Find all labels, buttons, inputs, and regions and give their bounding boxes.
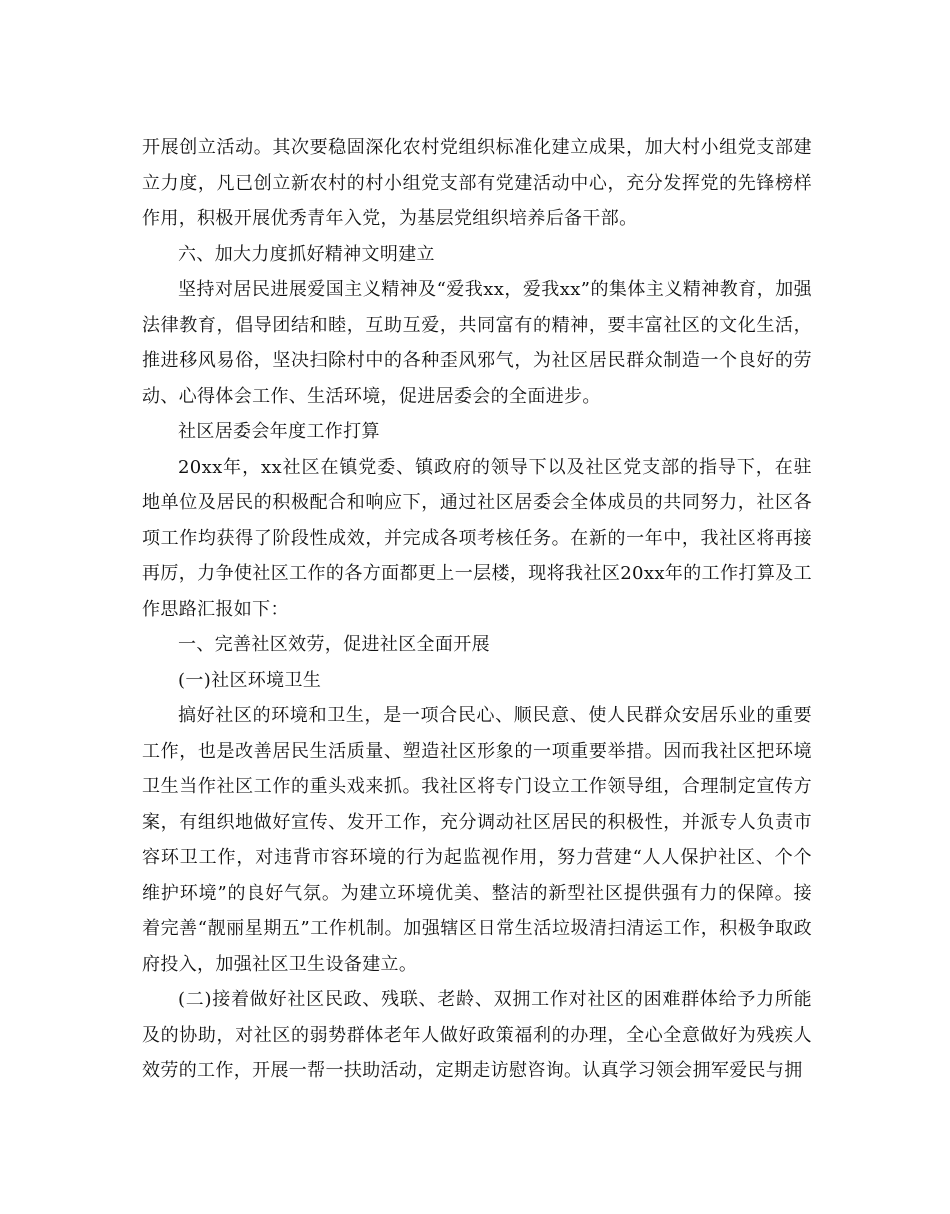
paragraph: (二)接着做好社区民政、残联、老龄、双拥工作对社区的困难群体给予力所能及的协助，对社区的弱势群体老年人做好政策福利的办理，全心全意做好为残疾人效劳的工作，开展一帮一扶助活动，定期走访慰咨询。认真学习领会拥军爱民与拥 — [142, 989, 812, 1081]
section-heading: 六、加大力度抓好精神文明建立 — [178, 243, 435, 265]
paragraph: 开展创立活动。其次要稳固深化农村党组织标准化建立成果，加大村小组党支部建立力度，凡已创立新农村的村小组党支部有党建活动中心，充分发挥党的先锋榜样作用，积极开展优秀青年入党，为基层党组织培养后备干部。 — [142, 137, 812, 229]
section-heading: 社区居委会年度工作打算 — [178, 421, 380, 442]
paragraph: 20xx年，xx社区在镇党委、镇政府的领导下以及社区党支部的指导下，在驻地单位及居民的积极配合和响应下，通过社区居委会全体成员的共同努力，社区各项工作均获得了阶段性成效，并完成各项考核任务。在新的一年中，我社区将再接再厉，力争使社区工作的各方面都更上一层楼，现将我社区20xx年的工作打算及工作思路汇报如下： — [142, 456, 812, 620]
paragraph: 搞好社区的环境和卫生，是一项合民心、顺民意、使人民群众安居乐业的重要工作，也是改善居民生活质量、塑造社区形象的一项重要举措。因而我社区把环境卫生当作社区工作的重头戏来抓。我社区将专门设立工作领导组，合理制定宣传方案，有组织地做好宣传、发开工作，充分调动社区居民的积极性，并派专人负责市容环卫工作，对违背市容环境的行为起监视作用，努力营建“人人保护社区、个个维护环境”的良好气氛。为建立环境优美、整洁的新型社区提供强有力的保障。接着完善“靓丽星期五”工作机制。加强辖区日常生活垃圾清扫清运工作，积极争取政府投入，加强社区卫生设备建立。 — [142, 705, 812, 975]
document-body — [142, 130, 812, 1089]
section-heading: 一、完善社区效劳，促进社区全面开展 — [178, 634, 490, 655]
subsection-heading: (一)社区环境卫生 — [178, 669, 322, 691]
paragraph: 坚持对居民进展爱国主义精神及“爱我xx，爱我xx”的集体主义精神教育，加强法律教育，倡导团结和睦，互助互爱，共同富有的精神，要丰富社区的文化生活，推进移风易俗，坚决扫除村中的各种歪风邪气，为社区居民群众制造一个良好的劳动、心得体会工作、生活环境，促进居委会的全面进步。 — [142, 279, 812, 407]
